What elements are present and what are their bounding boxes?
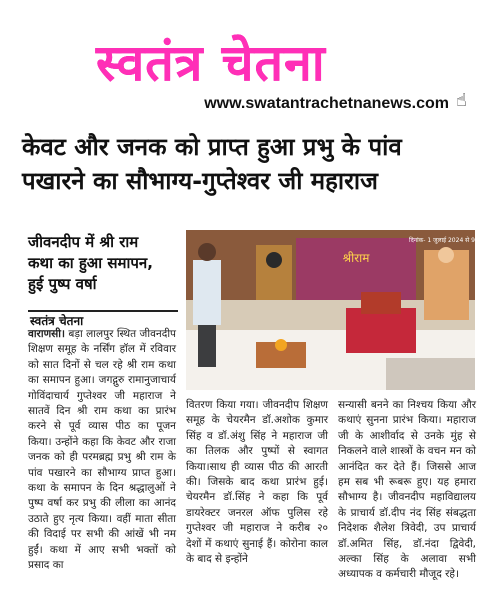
website-url: www.swatantrachetnanews.com	[204, 95, 449, 112]
article-column-1	[28, 327, 176, 574]
headline-line-1: केवट और जनक को प्राप्त हुआ प्रभु के पांव	[22, 133, 402, 161]
headline	[22, 130, 482, 198]
photo-banner-text: श्रीराम	[342, 251, 370, 265]
subheadline-line-1: जीवनदीप में श्री राम	[28, 233, 139, 251]
photo-date-text: दिनांक- 1 जुलाई 2024 से 9	[409, 237, 475, 244]
masthead	[0, 0, 495, 122]
byline: स्वतंत्र चेतना	[30, 314, 84, 328]
article-column-2: वितरण किया गया। जीवनदीप शिक्षण समूह के चेयरमैन डॉ.अशोक कुमार सिंह व डॉ.अंशु सिंह ने महाराज जी का तिलक और पुष्पों से स्वागत किया।साथ ही व्यास पीठ की आरती की। जिसके बाद कथा प्रारंभ हुई। चेयरमैन डॉ.सिंह ने कहा कि पूर्व डायरेक्टर जनरल ऑफ पुलिस रहे गुप्तेश्वर जी महाराज ने करीब २० देशों में कथाएं सुनाई हैं। कोरोना काल के बाद से इन्होंने	[186, 399, 328, 566]
event-photo	[186, 230, 475, 390]
article-column-3: सन्यासी बनने का निश्चय किया और कथाएं सुनना प्रारंभ किया। महाराज जी के आशीर्वाद से उनके मुंह से निकलने वाले शास्त्रों के वचन मन को आनंदित कर देते हैं। जिससे आज हम सब भी रूबरू हुए। यह हमारा सौभाग्य है। जीवनदीप महाविद्यालय के प्राचार्य डॉ.दीप नंद सिंह संबद्धता निदेशक शैलेश त्रिवेदी, उप प्राचार्य डॉ.अमित सिंह, डॉ.नंदा द्विवेदी, अल्का सिंह के अलावा सभी अध्यापक व कर्मचारी मौजूद रहे।	[338, 399, 476, 581]
column-1-text: बड़ा लालपुर स्थित जीवनदीप शिक्षण समूह के नर्सिंग हॉल में रविवार को सात दिनों से चल रहे श्री राम कथा का समापन हुआ। जगद्गुरु रामानुजाचार्य गोविंदाचार्य गुप्तेश्वर जी महाराज ने सातवें दिन श्री राम कथा का प्रारंभ करने से पूर्व व्यास पीठ का पूजन किया। उन्होंने कहा कि केवट और राजा जनक को ही परमब्रह्म प्रभु श्री राम के पांव पखारने का सौभाग्य प्राप्त हुआ। कथा के समापन के दिन श्रद्धालुओं ने पुष्प वर्षा कर प्रभु की लीला का आनंद उठाते हुए नृत्य किया। वहीं माता सीता की विदाई पर सभी की आंखें भी नम हुईं। कथा में आए सभी भक्तों को प्रसाद का	[28, 328, 176, 572]
subheadline-line-3: हुई पुष्प वर्षा	[28, 275, 97, 293]
pointing-hand-icon: ☝	[456, 90, 467, 111]
subheadline-line-2: कथा का हुआ समापन,	[28, 254, 153, 272]
dateline: वाराणसी।	[28, 328, 65, 340]
newspaper-logo: स्वतंत्र चेतना	[96, 34, 326, 92]
headline-line-2: पखारने का सौभाग्य-गुप्तेश्वर जी महाराज	[22, 167, 378, 195]
subheadline	[28, 232, 178, 295]
